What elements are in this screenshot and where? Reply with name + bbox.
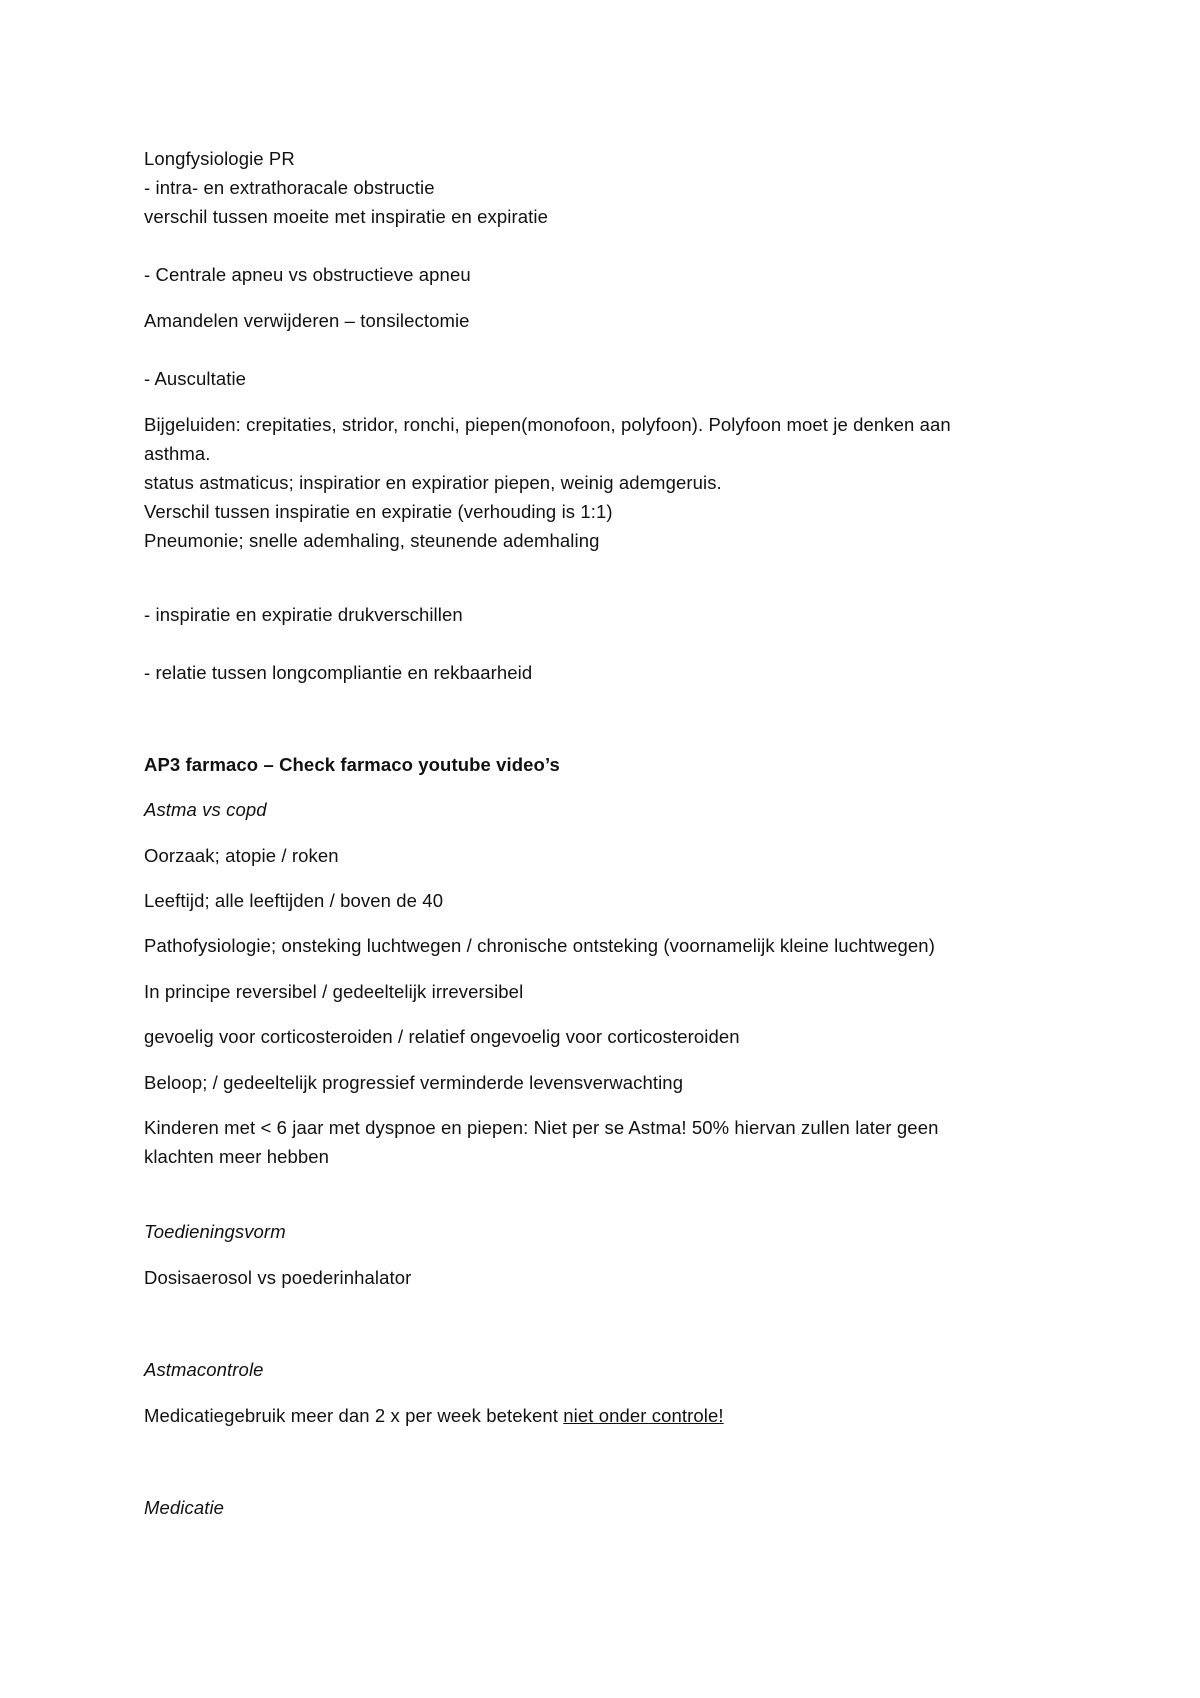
paragraph-medicatiegebruik — [144, 1401, 1064, 1430]
paragraph-beloop: Beloop; / gedeeltelijk progressief verminderde levensverwachting — [144, 1072, 684, 1093]
paragraph-reversibel: In principe reversibel / gedeeltelijk irreversibel — [144, 981, 524, 1002]
section-heading-ap3-farmaco: AP3 farmaco – Check farmaco youtube video’s — [144, 754, 560, 775]
paragraph-verschil-inspiratie: Verschil tussen inspiratie en expiratie (verhouding is 1:1) — [144, 501, 613, 522]
paragraph-oorzaak: Oorzaak; atopie / roken — [144, 845, 339, 866]
paragraph-kinderen-line1: Kinderen met < 6 jaar met dyspnoe en piepen: Niet per se Astma! 50% hiervan zullen later geen — [144, 1117, 939, 1138]
paragraph-pathofysiologie: Pathofysiologie; onsteking luchtwegen / chronische ontsteking (voornamelijk kleine luchtwegen) — [144, 935, 935, 956]
paragraph-tonsil: Amandelen verwijderen – tonsilectomie — [144, 310, 470, 331]
medicatiegebruik-emphasis: niet onder controle! — [563, 1405, 724, 1426]
paragraph-kinderen-line2: klachten meer hebben — [144, 1146, 330, 1167]
document-title: Longfysiologie PR — [144, 148, 295, 169]
subheading-toedieningsvorm: Toedieningsvorm — [144, 1221, 286, 1242]
paragraph-pneumonie: Pneumonie; snelle ademhaling, steunende ademhaling — [144, 530, 600, 551]
paragraph-corticosteroiden: gevoelig voor corticosteroiden / relatief ongevoelig voor corticosteroiden — [144, 1026, 740, 1047]
paragraph-dosisaerosol: Dosisaerosol vs poederinhalator — [144, 1267, 412, 1288]
list-item-auscultatie: - Auscultatie — [144, 368, 247, 389]
subheading-astmacontrole: Astmacontrole — [144, 1359, 264, 1380]
subheading-medicatie: Medicatie — [144, 1497, 225, 1518]
subheading-astma-vs-copd: Astma vs copd — [144, 799, 267, 820]
paragraph-obstruction-note: verschil tussen moeite met inspiratie en expiratie — [144, 206, 548, 227]
list-item-drukverschillen: - inspiratie en expiratie drukverschillen — [144, 604, 463, 625]
paragraph-status-astmaticus: status astmaticus; inspiratior en expiratior piepen, weinig ademgeruis. — [144, 472, 722, 493]
medicatiegebruik-text: Medicatiegebruik meer dan 2 x per week betekent — [144, 1405, 564, 1426]
list-item-compliantie: - relatie tussen longcompliantie en rekbaarheid — [144, 662, 533, 683]
paragraph-leeftijd: Leeftijd; alle leeftijden / boven de 40 — [144, 890, 444, 911]
paragraph-bijgeluiden-line1: Bijgeluiden: crepitaties, stridor, ronchi, piepen(monofoon, polyfoon). Polyfoon moet je denken aan — [144, 414, 951, 435]
list-item-obstruction: - intra- en extrathoracale obstructie — [144, 177, 435, 198]
list-item-apneu: - Centrale apneu vs obstructieve apneu — [144, 264, 471, 285]
paragraph-bijgeluiden-line2: asthma. — [144, 443, 211, 464]
